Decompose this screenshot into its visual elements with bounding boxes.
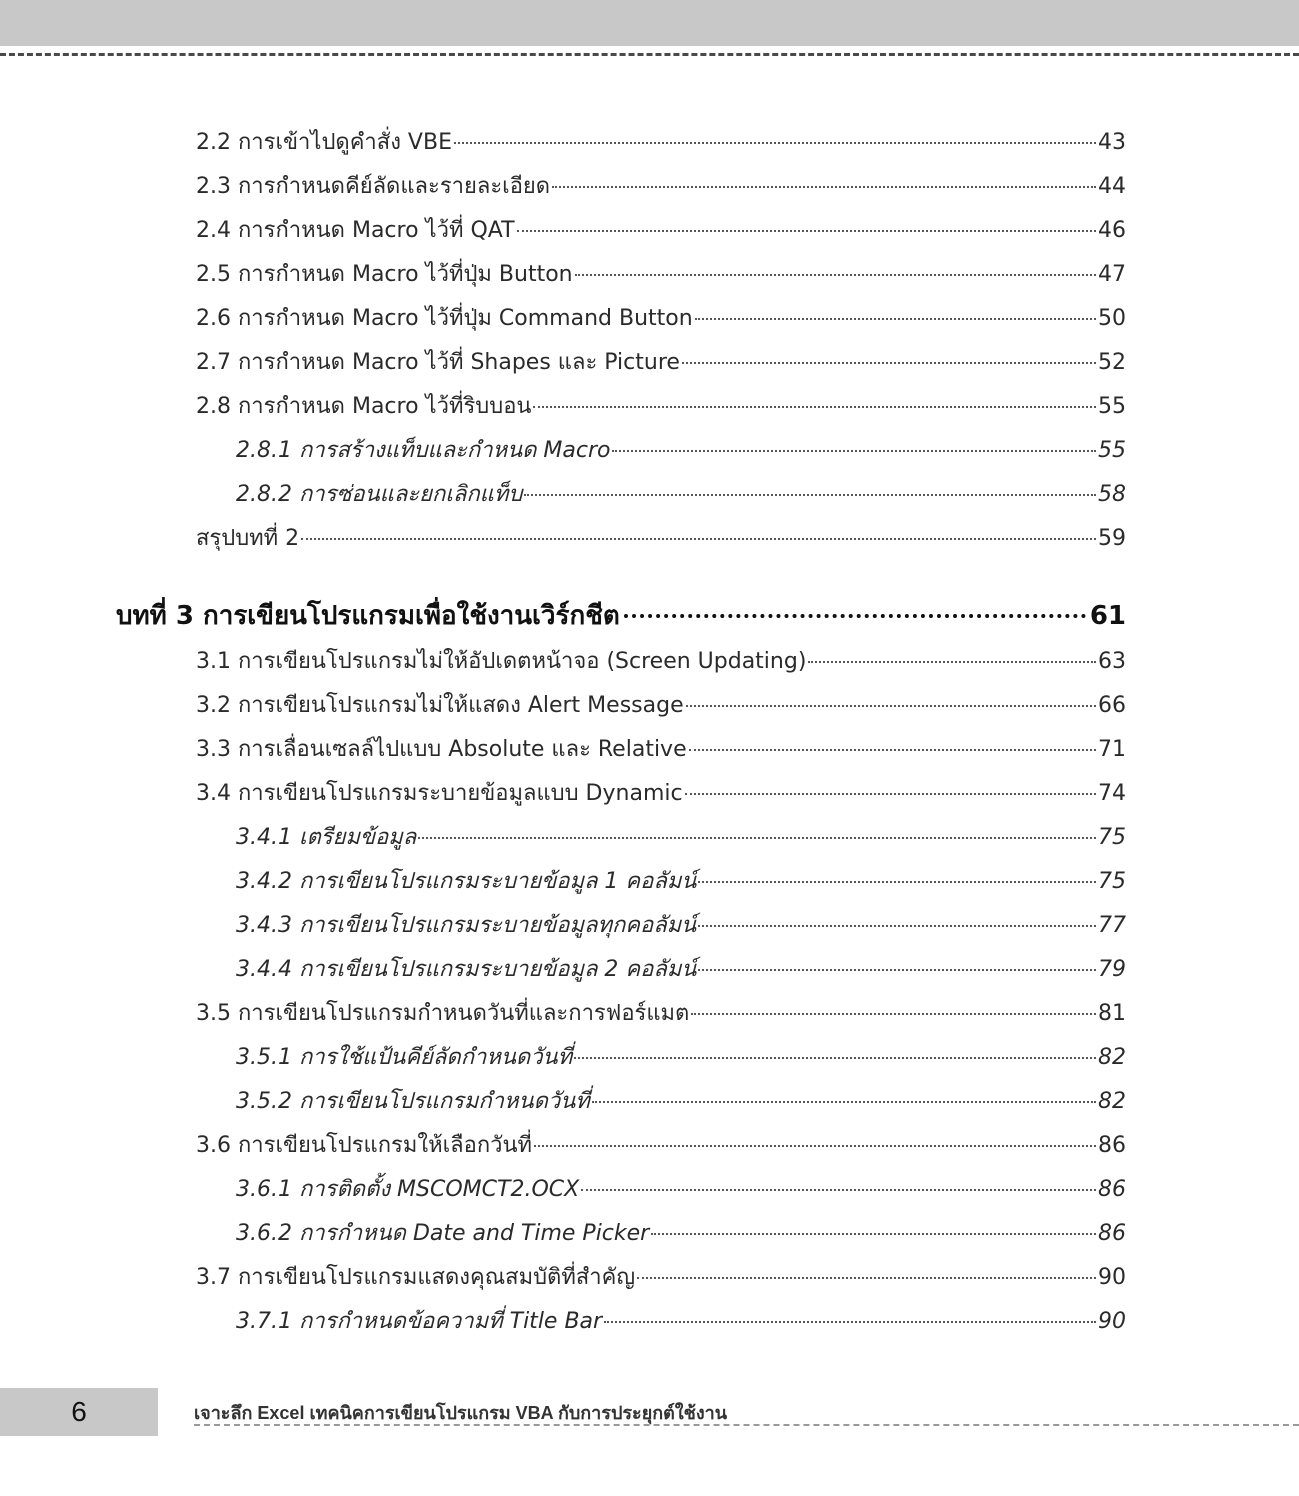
toc-entry-page-number: 46	[1098, 218, 1126, 243]
toc-entry[interactable]	[236, 1043, 1126, 1073]
toc-entry-title: 3.4.3 การเขียนโปรแกรมระบายข้อมูลทุกคอลัมน์	[236, 913, 697, 938]
toc-entry[interactable]	[196, 172, 1126, 202]
dot-leader	[581, 1189, 1096, 1191]
toc-entry[interactable]	[196, 647, 1126, 677]
dot-leader	[533, 406, 1096, 408]
toc-entry-page-number: 77	[1098, 913, 1126, 938]
header-dashed-rule	[0, 53, 1299, 56]
toc-entry-title: 3.3 การเลื่อนเซลล์ไปแบบ Absolute และ Relative	[196, 737, 687, 762]
toc-entry-title: 2.5 การกำหนด Macro ไว้ที่ปุ่ม Button	[196, 262, 573, 287]
toc-entry[interactable]	[196, 128, 1126, 158]
toc-entry-page-number: 71	[1098, 737, 1126, 762]
toc-entry[interactable]	[196, 735, 1126, 765]
dot-leader	[637, 1277, 1096, 1279]
toc-entry-title: 3.5.2 การเขียนโปรแกรมกำหนดวันที่	[236, 1089, 590, 1114]
dot-leader	[592, 1101, 1096, 1103]
toc-entry[interactable]	[236, 1087, 1126, 1117]
toc-entry-page-number: 59	[1098, 526, 1126, 551]
toc-entry-page-number: 63	[1098, 649, 1126, 674]
toc-entry[interactable]	[196, 1131, 1126, 1161]
toc-entry[interactable]	[196, 691, 1126, 721]
dot-leader	[686, 705, 1096, 707]
toc-entry-title: 3.7 การเขียนโปรแกรมแสดงคุณสมบัติที่สำคัญ	[196, 1265, 636, 1290]
toc-entry[interactable]	[236, 955, 1126, 985]
toc-entry-page-number: 82	[1098, 1045, 1126, 1070]
toc-entry-page-number: 58	[1098, 482, 1126, 507]
toc-entry-title: 2.2 การเข้าไปดูคำสั่ง VBE	[196, 130, 452, 155]
toc-entry-title: สรุปบทที่ 2	[196, 526, 300, 551]
toc-entry-page-number: 90	[1098, 1309, 1126, 1334]
dot-leader	[651, 1233, 1096, 1235]
toc-entry-title: 3.4.2 การเขียนโปรแกรมระบายข้อมูล 1 คอลัมน์	[236, 869, 697, 894]
dot-leader	[682, 362, 1096, 364]
toc-entry[interactable]	[196, 779, 1126, 809]
toc-entry-page-number: 75	[1098, 825, 1126, 850]
toc-entry-page-number: 82	[1098, 1089, 1126, 1114]
toc-chapter-heading[interactable]	[116, 598, 1126, 634]
toc-entry[interactable]	[196, 304, 1126, 334]
toc-entry[interactable]	[196, 216, 1126, 246]
toc-entry-title: 2.8.1 การสร้างแท็บและกำหนด Macro	[236, 438, 611, 463]
toc-entry-page-number: 74	[1098, 781, 1126, 806]
toc-entry-page-number: 86	[1098, 1177, 1126, 1202]
toc-entry-title: 3.4.4 การเขียนโปรแกรมระบายข้อมูล 2 คอลัมน์	[236, 957, 697, 982]
toc-entry-title: 2.7 การกำหนด Macro ไว้ที่ Shapes และ Picture	[196, 350, 680, 375]
toc-entry-title: 3.7.1 การกำหนดข้อความที่ Title Bar	[236, 1309, 603, 1334]
toc-entry-title: 3.5 การเขียนโปรแกรมกำหนดวันที่และการฟอร์แมต	[196, 1001, 690, 1026]
toc-entry-page-number: 66	[1098, 693, 1126, 718]
dot-leader	[698, 881, 1096, 883]
dot-leader	[575, 274, 1096, 276]
toc-entry-page-number: 55	[1098, 394, 1126, 419]
toc-entry-page-number: 86	[1098, 1221, 1126, 1246]
toc-entry-title: 3.2 การเขียนโปรแกรมไม่ให้แสดง Alert Message	[196, 693, 684, 718]
toc-entry[interactable]	[196, 1263, 1126, 1293]
dot-leader	[691, 1013, 1096, 1015]
toc-entry-title: 3.6.2 การกำหนด Date and Time Picker	[236, 1221, 650, 1246]
toc-entry[interactable]	[236, 1175, 1126, 1205]
toc-entry-page-number: 55	[1098, 438, 1126, 463]
toc-entry[interactable]	[236, 436, 1126, 466]
page-number: 6	[71, 1396, 87, 1427]
toc-entry-page-number: 75	[1098, 869, 1126, 894]
toc-entry-title: 3.6.1 การติดตั้ง MSCOMCT2.OCX	[236, 1177, 580, 1202]
dot-leader	[612, 450, 1096, 452]
toc-entry[interactable]	[236, 911, 1126, 941]
dot-leader	[698, 925, 1096, 927]
chapter-page-number: 61	[1089, 601, 1126, 631]
footer-dashed-rule	[194, 1424, 1299, 1426]
toc-entry[interactable]	[196, 260, 1126, 290]
toc-entry[interactable]	[196, 348, 1126, 378]
toc-entry-title: 3.5.1 การใช้แป้นคีย์ลัดกำหนดวันที่	[236, 1045, 573, 1070]
toc-entry-title: 2.8 การกำหนด Macro ไว้ที่ริบบอน	[196, 394, 532, 419]
dot-leader	[604, 1321, 1096, 1323]
dot-leader	[301, 538, 1096, 540]
dot-leader	[689, 749, 1096, 751]
dot-leader	[517, 230, 1096, 232]
toc-entry-title: 3.4 การเขียนโปรแกรมระบายข้อมูลแบบ Dynamic	[196, 781, 683, 806]
dot-leader	[534, 1145, 1096, 1147]
toc-entry[interactable]	[236, 823, 1126, 853]
dot-leader	[552, 186, 1096, 188]
chapter-title: บทที่ 3 การเขียนโปรแกรมเพื่อใช้งานเวิร์กชีต	[116, 601, 620, 631]
dot-leader	[695, 318, 1096, 320]
dot-leader	[685, 793, 1096, 795]
toc-entry[interactable]	[196, 392, 1126, 422]
toc-entry-title: 3.4.1 เตรียมข้อมูล	[236, 825, 417, 850]
toc-entry[interactable]	[196, 999, 1126, 1029]
dot-leader	[418, 837, 1096, 839]
toc-entry-page-number: 44	[1098, 174, 1126, 199]
toc-entry-page-number: 47	[1098, 262, 1126, 287]
dot-leader	[698, 969, 1096, 971]
toc-entry-page-number: 79	[1098, 957, 1126, 982]
running-footer-title: เจาะลึก Excel เทคนิคการเขียนโปรแกรม VBA กับการประยุกต์ใช้งาน	[194, 1403, 728, 1423]
toc-entry-page-number: 52	[1098, 350, 1126, 375]
toc-entry-title: 2.6 การกำหนด Macro ไว้ที่ปุ่ม Command Button	[196, 306, 693, 331]
toc-entry[interactable]	[236, 480, 1126, 510]
dot-leader	[808, 661, 1096, 663]
page-number-box	[0, 1388, 158, 1436]
toc-entry-title: 3.1 การเขียนโปรแกรมไม่ให้อัปเดตหน้าจอ (Screen Updating)	[196, 649, 807, 674]
toc-entry[interactable]	[196, 524, 1126, 554]
toc-entry-page-number: 50	[1098, 306, 1126, 331]
dot-leader	[454, 142, 1096, 144]
toc-entry-page-number: 90	[1098, 1265, 1126, 1290]
header-band	[0, 0, 1299, 46]
dot-leader	[574, 1057, 1096, 1059]
toc-entry[interactable]	[236, 1219, 1126, 1249]
toc-entry[interactable]	[236, 1307, 1126, 1337]
toc-entry-title: 2.4 การกำหนด Macro ไว้ที่ QAT	[196, 218, 515, 243]
dot-leader	[524, 494, 1096, 496]
dot-leader	[624, 614, 1086, 618]
toc-entry-title: 2.8.2 การซ่อนและยกเลิกแท็บ	[236, 482, 523, 507]
toc-entry-page-number: 81	[1098, 1001, 1126, 1026]
toc-entry-page-number: 86	[1098, 1133, 1126, 1158]
toc-entry-title: 3.6 การเขียนโปรแกรมให้เลือกวันที่	[196, 1133, 533, 1158]
toc-entry-title: 2.3 การกำหนดคีย์ลัดและรายละเอียด	[196, 174, 551, 199]
toc-entry[interactable]	[236, 867, 1126, 897]
toc-entry-page-number: 43	[1098, 130, 1126, 155]
